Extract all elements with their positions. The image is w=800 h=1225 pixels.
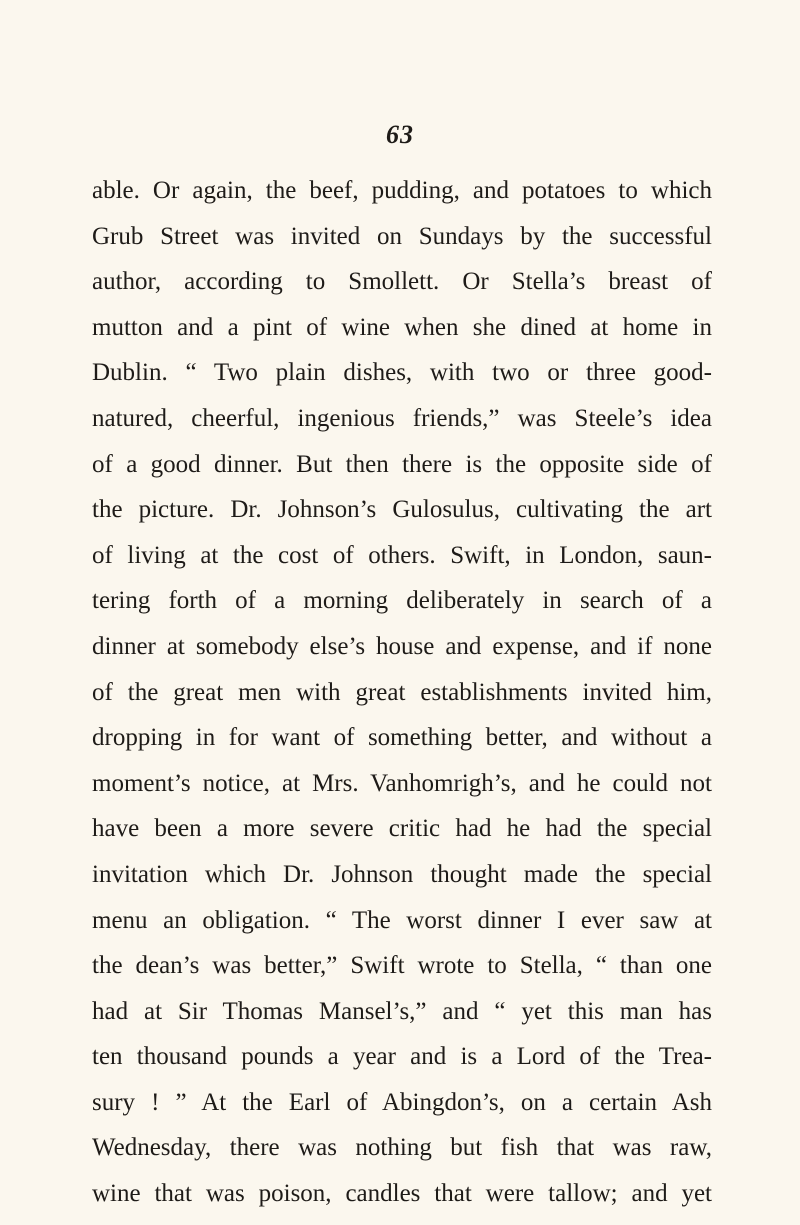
text-line: mutton and a pint of wine when she dined at home in bbox=[92, 313, 712, 341]
text-line: have been a more severe critic had he had the special bbox=[92, 815, 712, 843]
text-line: of the great men with great establishments invited him, bbox=[92, 678, 712, 706]
text-line: author, according to Smollett. Or Stella’s breast of bbox=[92, 268, 712, 296]
text-line: dinner at somebody else’s house and expense, and if none bbox=[92, 632, 712, 660]
page-number: 63 bbox=[386, 120, 414, 149]
body-text bbox=[92, 168, 712, 1217]
text-line: moment’s notice, at Mrs. Vanhomrigh’s, and he could not bbox=[92, 769, 712, 797]
text-line: Wednesday, there was nothing but fish that was raw, bbox=[92, 1134, 712, 1162]
text-line: sury ! ” At the Earl of Abingdon’s, on a certain Ash bbox=[92, 1088, 712, 1116]
text-line: natured, cheerful, ingenious friends,” was Steele’s idea bbox=[92, 404, 712, 432]
text-line: Grub Street was invited on Sundays by the successful bbox=[92, 222, 712, 250]
text-line: had at Sir Thomas Mansel’s,” and “ yet this man has bbox=[92, 997, 712, 1025]
text-line: ten thousand pounds a year and is a Lord of the Trea- bbox=[92, 1043, 712, 1071]
text-line: the picture. Dr. Johnson’s Gulosulus, cultivating the art bbox=[92, 496, 712, 524]
text-line: of a good dinner. But then there is the opposite side of bbox=[92, 450, 712, 478]
text-line: wine that was poison, candles that were tallow; and yet bbox=[92, 1180, 712, 1208]
text-line: menu an obligation. “ The worst dinner I ever saw at bbox=[92, 906, 712, 934]
text-line: invitation which Dr. Johnson thought made the special bbox=[92, 860, 712, 888]
text-line: dropping in for want of something better, and without a bbox=[92, 724, 712, 752]
text-line: able. Or again, the beef, pudding, and potatoes to which bbox=[92, 177, 712, 204]
text-line: Dublin. “ Two plain dishes, with two or three good- bbox=[92, 359, 712, 387]
text-line: the dean’s was better,” Swift wrote to Stella, “ than one bbox=[92, 952, 712, 980]
text-line: of living at the cost of others. Swift, in London, saun- bbox=[92, 541, 712, 569]
text-line: tering forth of a morning deliberately in search of a bbox=[92, 587, 712, 615]
